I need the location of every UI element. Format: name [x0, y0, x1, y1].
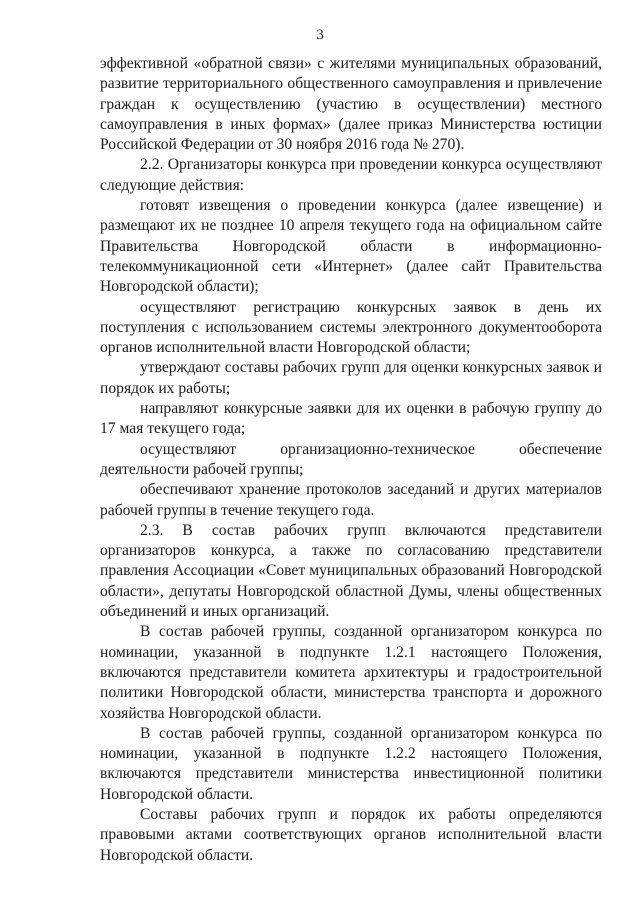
paragraph-2-3: 2.3. В состав рабочих групп включаются представители организаторов конкурса, а также по согласованию представители правления Ассоциации «Совет муниципальных образований Новгородской области», депутаты Новгородской областной Думы, члены общественных объединений и иных организаций.	[100, 521, 602, 621]
paragraph-working-group-1-2-2: В состав рабочей группы, созданной организатором конкурса по номинации, указанной в подпункте 1.2.2 настоящего Положения, включаются представители министерства инвестиционной политики Новгородской области.	[100, 724, 602, 803]
paragraph-list-item: осуществляют регистрацию конкурсных заявок в день их поступления с использованием системы электронного документооборота органов исполнительной власти Новгородской области;	[100, 298, 602, 357]
paragraph-list-item: утверждают составы рабочих групп для оценки конкурсных заявок и порядок их работы;	[100, 359, 602, 397]
paragraph-working-group-composition: Составы рабочих групп и порядок их работы определяются правовыми актами соответствующих органов исполнительной власти Новгородской области.	[100, 805, 602, 864]
paragraph-list-item: обеспечивают хранение протоколов заседаний и других материалов рабочей группы в течение текущего года.	[100, 481, 602, 519]
document-body	[100, 54, 602, 866]
page-number: 3	[316, 27, 324, 43]
paragraph-2-2-heading: 2.2. Организаторы конкурса при проведении конкурса осуществляют следующие действия:	[100, 156, 602, 194]
paragraph-list-item: осуществляют организационно-техническое обеспечение деятельности рабочей группы;	[100, 440, 602, 478]
paragraph-working-group-1-2-1: В состав рабочей группы, созданной организатором конкурса по номинации, указанной в подпункте 1.2.1 настоящего Положения, включаются представители комитета архитектуры и градостроительной политики Новгородской области, министерства транспорта и дорожного хозяйства Новгородской области.	[100, 623, 602, 722]
paragraph-continuation: эффективной «обратной связи» с жителями муниципальных образований, развитие территориального общественного самоуправления и привлечение граждан к осуществлению (участию в осуществлении) местного самоуправления в иных формах» (далее приказ Министерства юстиции Российской Федерации от 30 ноября 2016 года № 270).	[100, 55, 602, 154]
paragraph-list-item: направляют конкурсные заявки для их оценки в рабочую группу до 17 мая текущего года;	[100, 400, 602, 438]
paragraph-list-item: готовят извещения о проведении конкурса (далее извещение) и размещают их не позднее 10 апреля текущего года на официальном сайте Правительства Новгородской области в информационно-телекоммуникационной сети «Интернет» (далее сайт Правительства Новгородской области);	[100, 197, 602, 296]
